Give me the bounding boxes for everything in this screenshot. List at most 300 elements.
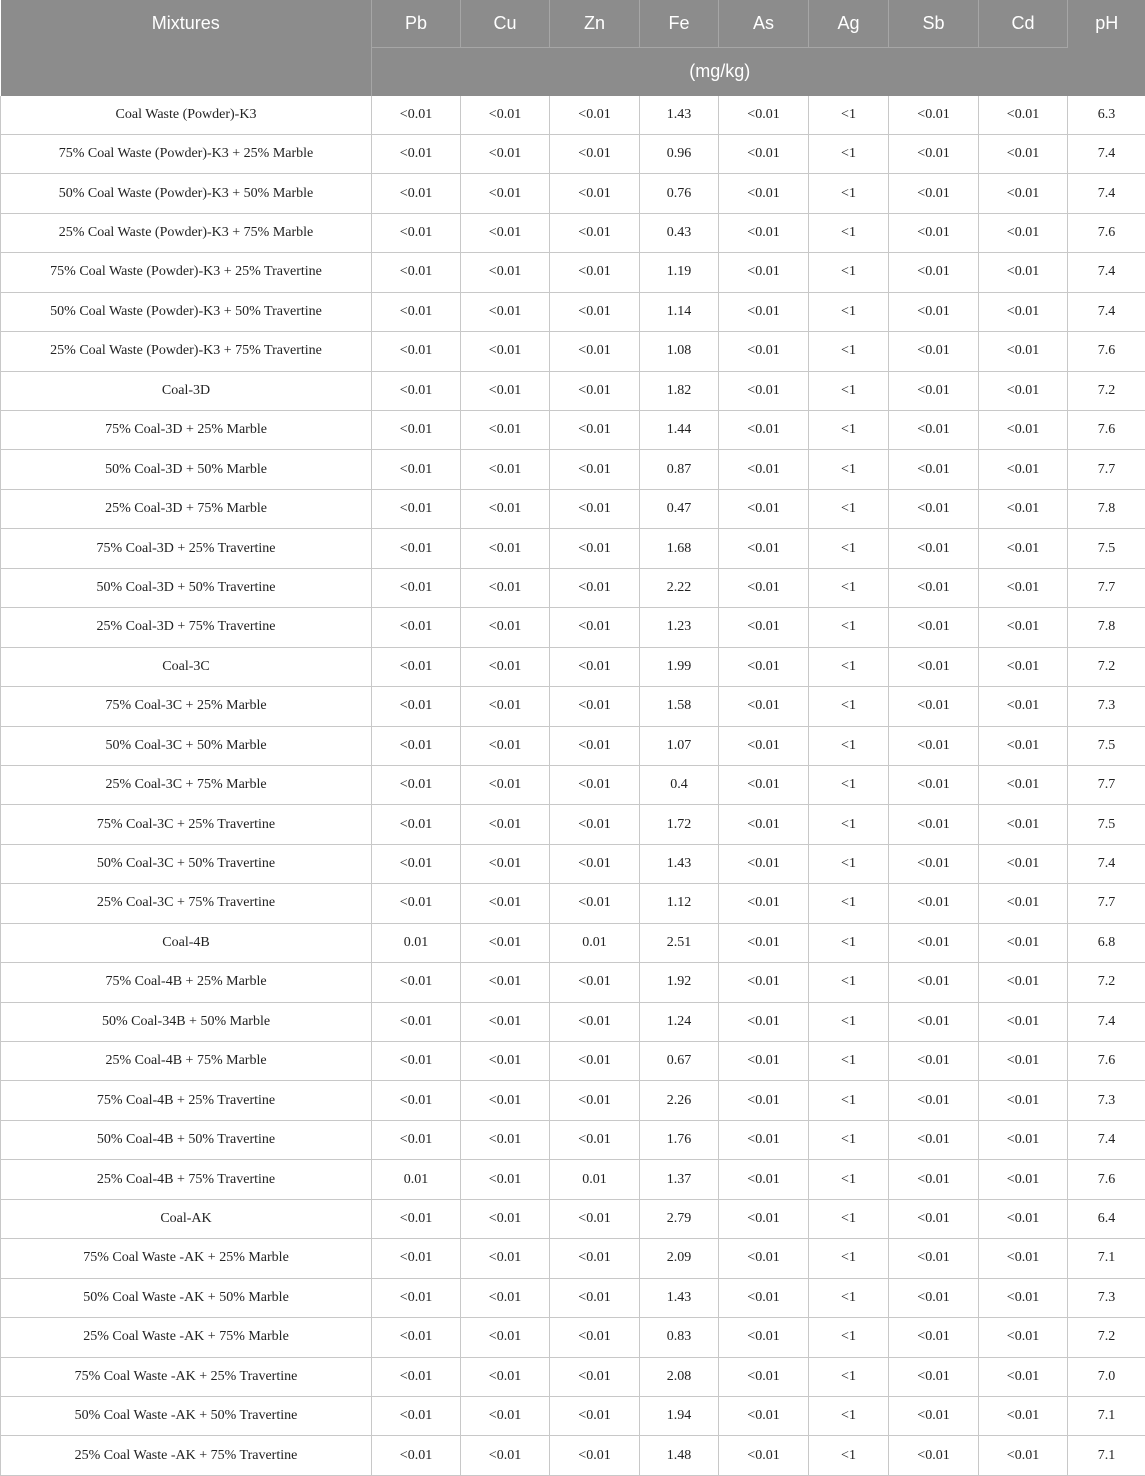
table-row bbox=[1, 1357, 1145, 1396]
cell-ph: 7.4 bbox=[1068, 253, 1145, 292]
cell-as: <0.01 bbox=[719, 805, 809, 844]
cell-as: <0.01 bbox=[719, 292, 809, 331]
cell-pb: <0.01 bbox=[372, 568, 461, 607]
cell-as: <0.01 bbox=[719, 923, 809, 962]
cell-ag: <1 bbox=[809, 1357, 889, 1396]
cell-fe: 2.26 bbox=[640, 1081, 719, 1120]
cell-mixture: 50% Coal Waste -AK + 50% Travertine bbox=[1, 1396, 372, 1435]
cell-mixture: 75% Coal Waste -AK + 25% Marble bbox=[1, 1239, 372, 1278]
cell-sb: <0.01 bbox=[889, 1120, 979, 1159]
cell-pb: <0.01 bbox=[372, 805, 461, 844]
cell-mixture: 75% Coal-3D + 25% Travertine bbox=[1, 529, 372, 568]
cell-mixture: 25% Coal-4B + 75% Marble bbox=[1, 1042, 372, 1081]
cell-fe: 0.47 bbox=[640, 489, 719, 528]
cell-cu: <0.01 bbox=[461, 726, 550, 765]
cell-cu: <0.01 bbox=[461, 1199, 550, 1238]
cell-mixture: 50% Coal-4B + 50% Travertine bbox=[1, 1120, 372, 1159]
cell-ag: <1 bbox=[809, 1160, 889, 1199]
header-sb: Sb bbox=[889, 0, 979, 47]
cell-cd: <0.01 bbox=[979, 805, 1068, 844]
cell-as: <0.01 bbox=[719, 253, 809, 292]
cell-sb: <0.01 bbox=[889, 253, 979, 292]
table-row bbox=[1, 1239, 1145, 1278]
cell-mixture: 75% Coal Waste (Powder)-K3 + 25% Marble bbox=[1, 134, 372, 173]
cell-as: <0.01 bbox=[719, 96, 809, 135]
cell-ag: <1 bbox=[809, 765, 889, 804]
cell-cd: <0.01 bbox=[979, 884, 1068, 923]
cell-fe: 1.44 bbox=[640, 411, 719, 450]
cell-cd: <0.01 bbox=[979, 1357, 1068, 1396]
cell-sb: <0.01 bbox=[889, 923, 979, 962]
cell-ph: 7.7 bbox=[1068, 765, 1145, 804]
cell-cd: <0.01 bbox=[979, 1239, 1068, 1278]
cell-zn: <0.01 bbox=[550, 1002, 640, 1041]
cell-pb: <0.01 bbox=[372, 134, 461, 173]
cell-ph: 6.3 bbox=[1068, 96, 1145, 135]
table-row bbox=[1, 134, 1145, 173]
cell-ph: 7.2 bbox=[1068, 1318, 1145, 1357]
cell-ag: <1 bbox=[809, 96, 889, 135]
cell-ag: <1 bbox=[809, 489, 889, 528]
cell-sb: <0.01 bbox=[889, 134, 979, 173]
table-row bbox=[1, 450, 1145, 489]
cell-sb: <0.01 bbox=[889, 213, 979, 252]
cell-mixture: Coal-3C bbox=[1, 647, 372, 686]
cell-sb: <0.01 bbox=[889, 1278, 979, 1317]
cell-fe: 1.72 bbox=[640, 805, 719, 844]
cell-pb: <0.01 bbox=[372, 726, 461, 765]
cell-ph: 7.1 bbox=[1068, 1436, 1145, 1475]
table-row bbox=[1, 1042, 1145, 1081]
cell-mixture: 25% Coal Waste (Powder)-K3 + 75% Marble bbox=[1, 213, 372, 252]
cell-cd: <0.01 bbox=[979, 134, 1068, 173]
cell-mixture: Coal Waste (Powder)-K3 bbox=[1, 96, 372, 135]
table-row bbox=[1, 1199, 1145, 1238]
cell-cu: <0.01 bbox=[461, 371, 550, 410]
cell-fe: 1.14 bbox=[640, 292, 719, 331]
cell-sb: <0.01 bbox=[889, 411, 979, 450]
cell-cu: <0.01 bbox=[461, 608, 550, 647]
cell-fe: 1.68 bbox=[640, 529, 719, 568]
cell-cu: <0.01 bbox=[461, 805, 550, 844]
cell-ag: <1 bbox=[809, 1396, 889, 1435]
cell-cd: <0.01 bbox=[979, 1081, 1068, 1120]
cell-ag: <1 bbox=[809, 1081, 889, 1120]
cell-sb: <0.01 bbox=[889, 1318, 979, 1357]
header-fe: Fe bbox=[640, 0, 719, 47]
cell-sb: <0.01 bbox=[889, 687, 979, 726]
cell-mixture: 50% Coal Waste (Powder)-K3 + 50% Marble bbox=[1, 174, 372, 213]
cell-ph: 7.6 bbox=[1068, 213, 1145, 252]
cell-zn: <0.01 bbox=[550, 371, 640, 410]
cell-cu: <0.01 bbox=[461, 1318, 550, 1357]
cell-cd: <0.01 bbox=[979, 608, 1068, 647]
cell-fe: 2.09 bbox=[640, 1239, 719, 1278]
cell-mixture: 75% Coal-4B + 25% Marble bbox=[1, 963, 372, 1002]
table-row bbox=[1, 1436, 1145, 1475]
cell-ag: <1 bbox=[809, 1002, 889, 1041]
cell-sb: <0.01 bbox=[889, 292, 979, 331]
cell-ph: 7.2 bbox=[1068, 963, 1145, 1002]
cell-cu: <0.01 bbox=[461, 647, 550, 686]
cell-cu: <0.01 bbox=[461, 174, 550, 213]
cell-as: <0.01 bbox=[719, 1081, 809, 1120]
cell-cd: <0.01 bbox=[979, 450, 1068, 489]
cell-ag: <1 bbox=[809, 174, 889, 213]
cell-ph: 7.7 bbox=[1068, 450, 1145, 489]
cell-sb: <0.01 bbox=[889, 1042, 979, 1081]
cell-zn: <0.01 bbox=[550, 963, 640, 1002]
cell-pb: <0.01 bbox=[372, 450, 461, 489]
cell-ag: <1 bbox=[809, 568, 889, 607]
cell-fe: 1.48 bbox=[640, 1436, 719, 1475]
cell-cd: <0.01 bbox=[979, 1042, 1068, 1081]
cell-mixture: 50% Coal-34B + 50% Marble bbox=[1, 1002, 372, 1041]
cell-ph: 7.4 bbox=[1068, 1002, 1145, 1041]
cell-ag: <1 bbox=[809, 292, 889, 331]
cell-fe: 1.99 bbox=[640, 647, 719, 686]
cell-cd: <0.01 bbox=[979, 568, 1068, 607]
cell-sb: <0.01 bbox=[889, 174, 979, 213]
table-row bbox=[1, 1081, 1145, 1120]
cell-fe: 2.79 bbox=[640, 1199, 719, 1238]
cell-zn: <0.01 bbox=[550, 253, 640, 292]
header-unit: (mg/kg) bbox=[372, 47, 1068, 96]
cell-pb: <0.01 bbox=[372, 1318, 461, 1357]
cell-mixture: 25% Coal-4B + 75% Travertine bbox=[1, 1160, 372, 1199]
cell-zn: <0.01 bbox=[550, 805, 640, 844]
cell-ag: <1 bbox=[809, 1239, 889, 1278]
cell-as: <0.01 bbox=[719, 647, 809, 686]
cell-fe: 2.08 bbox=[640, 1357, 719, 1396]
cell-ag: <1 bbox=[809, 687, 889, 726]
cell-sb: <0.01 bbox=[889, 1357, 979, 1396]
table-row bbox=[1, 884, 1145, 923]
cell-fe: 1.94 bbox=[640, 1396, 719, 1435]
cell-cu: <0.01 bbox=[461, 292, 550, 331]
cell-ph: 7.7 bbox=[1068, 568, 1145, 607]
cell-ag: <1 bbox=[809, 1318, 889, 1357]
cell-cd: <0.01 bbox=[979, 371, 1068, 410]
cell-mixture: 75% Coal-4B + 25% Travertine bbox=[1, 1081, 372, 1120]
cell-mixture: 25% Coal Waste -AK + 75% Travertine bbox=[1, 1436, 372, 1475]
cell-fe: 1.23 bbox=[640, 608, 719, 647]
cell-mixture: 25% Coal Waste -AK + 75% Marble bbox=[1, 1318, 372, 1357]
cell-cd: <0.01 bbox=[979, 174, 1068, 213]
cell-zn: <0.01 bbox=[550, 726, 640, 765]
table-row bbox=[1, 174, 1145, 213]
table-row bbox=[1, 765, 1145, 804]
cell-mixture: Coal-3D bbox=[1, 371, 372, 410]
cell-pb: <0.01 bbox=[372, 371, 461, 410]
cell-cu: <0.01 bbox=[461, 765, 550, 804]
cell-cd: <0.01 bbox=[979, 923, 1068, 962]
cell-ag: <1 bbox=[809, 450, 889, 489]
cell-zn: <0.01 bbox=[550, 647, 640, 686]
cell-as: <0.01 bbox=[719, 687, 809, 726]
cell-cu: <0.01 bbox=[461, 332, 550, 371]
cell-as: <0.01 bbox=[719, 1396, 809, 1435]
table-row bbox=[1, 1002, 1145, 1041]
cell-mixture: 25% Coal Waste (Powder)-K3 + 75% Travertine bbox=[1, 332, 372, 371]
cell-mixture: 25% Coal-3C + 75% Travertine bbox=[1, 884, 372, 923]
cell-ag: <1 bbox=[809, 411, 889, 450]
cell-cu: <0.01 bbox=[461, 213, 550, 252]
cell-zn: <0.01 bbox=[550, 1239, 640, 1278]
cell-cu: <0.01 bbox=[461, 450, 550, 489]
cell-mixture: 75% Coal Waste -AK + 25% Travertine bbox=[1, 1357, 372, 1396]
cell-cu: <0.01 bbox=[461, 1002, 550, 1041]
cell-sb: <0.01 bbox=[889, 1396, 979, 1435]
cell-fe: 1.19 bbox=[640, 253, 719, 292]
cell-pb: <0.01 bbox=[372, 765, 461, 804]
cell-cu: <0.01 bbox=[461, 1436, 550, 1475]
cell-ph: 7.4 bbox=[1068, 174, 1145, 213]
cell-pb: <0.01 bbox=[372, 292, 461, 331]
cell-as: <0.01 bbox=[719, 1357, 809, 1396]
cell-cu: <0.01 bbox=[461, 568, 550, 607]
cell-fe: 0.4 bbox=[640, 765, 719, 804]
header-cd: Cd bbox=[979, 0, 1068, 47]
cell-zn: <0.01 bbox=[550, 1278, 640, 1317]
cell-sb: <0.01 bbox=[889, 450, 979, 489]
cell-ph: 6.8 bbox=[1068, 923, 1145, 962]
cell-pb: <0.01 bbox=[372, 1357, 461, 1396]
cell-fe: 2.51 bbox=[640, 923, 719, 962]
table-row bbox=[1, 568, 1145, 607]
cell-zn: <0.01 bbox=[550, 174, 640, 213]
cell-cd: <0.01 bbox=[979, 1396, 1068, 1435]
cell-zn: <0.01 bbox=[550, 1120, 640, 1159]
cell-fe: 1.92 bbox=[640, 963, 719, 1002]
cell-cu: <0.01 bbox=[461, 923, 550, 962]
cell-ph: 7.1 bbox=[1068, 1239, 1145, 1278]
cell-zn: <0.01 bbox=[550, 884, 640, 923]
cell-ag: <1 bbox=[809, 923, 889, 962]
cell-fe: 1.82 bbox=[640, 371, 719, 410]
cell-ag: <1 bbox=[809, 1278, 889, 1317]
cell-ph: 7.0 bbox=[1068, 1357, 1145, 1396]
cell-ph: 7.3 bbox=[1068, 1278, 1145, 1317]
cell-ph: 7.7 bbox=[1068, 884, 1145, 923]
table-row bbox=[1, 687, 1145, 726]
header-cu: Cu bbox=[461, 0, 550, 47]
cell-zn: <0.01 bbox=[550, 96, 640, 135]
table-row bbox=[1, 1120, 1145, 1159]
cell-ag: <1 bbox=[809, 844, 889, 883]
cell-cu: <0.01 bbox=[461, 411, 550, 450]
cell-cu: <0.01 bbox=[461, 1357, 550, 1396]
cell-pb: <0.01 bbox=[372, 1081, 461, 1120]
cell-as: <0.01 bbox=[719, 174, 809, 213]
cell-ag: <1 bbox=[809, 805, 889, 844]
table-row bbox=[1, 608, 1145, 647]
table-row bbox=[1, 253, 1145, 292]
cell-as: <0.01 bbox=[719, 844, 809, 883]
cell-ag: <1 bbox=[809, 1199, 889, 1238]
cell-cd: <0.01 bbox=[979, 1318, 1068, 1357]
cell-ph: 7.6 bbox=[1068, 411, 1145, 450]
cell-cu: <0.01 bbox=[461, 884, 550, 923]
cell-cu: <0.01 bbox=[461, 1120, 550, 1159]
cell-ag: <1 bbox=[809, 1436, 889, 1475]
cell-ph: 6.4 bbox=[1068, 1199, 1145, 1238]
cell-sb: <0.01 bbox=[889, 332, 979, 371]
header-zn: Zn bbox=[550, 0, 640, 47]
cell-pb: <0.01 bbox=[372, 174, 461, 213]
cell-pb: <0.01 bbox=[372, 1436, 461, 1475]
cell-cu: <0.01 bbox=[461, 1239, 550, 1278]
table-row bbox=[1, 292, 1145, 331]
cell-ph: 7.3 bbox=[1068, 687, 1145, 726]
cell-ag: <1 bbox=[809, 884, 889, 923]
cell-zn: <0.01 bbox=[550, 292, 640, 331]
cell-pb: <0.01 bbox=[372, 529, 461, 568]
cell-ph: 7.5 bbox=[1068, 805, 1145, 844]
table-row bbox=[1, 1318, 1145, 1357]
cell-zn: <0.01 bbox=[550, 1042, 640, 1081]
cell-sb: <0.01 bbox=[889, 371, 979, 410]
cell-cu: <0.01 bbox=[461, 1396, 550, 1435]
cell-ph: 7.3 bbox=[1068, 1081, 1145, 1120]
cell-pb: <0.01 bbox=[372, 608, 461, 647]
cell-ag: <1 bbox=[809, 253, 889, 292]
cell-sb: <0.01 bbox=[889, 489, 979, 528]
cell-ag: <1 bbox=[809, 1120, 889, 1159]
cell-cd: <0.01 bbox=[979, 292, 1068, 331]
cell-cu: <0.01 bbox=[461, 134, 550, 173]
cell-zn: <0.01 bbox=[550, 1081, 640, 1120]
table-row bbox=[1, 1396, 1145, 1435]
cell-zn: <0.01 bbox=[550, 489, 640, 528]
table-row bbox=[1, 963, 1145, 1002]
cell-ph: 7.6 bbox=[1068, 1042, 1145, 1081]
cell-as: <0.01 bbox=[719, 1278, 809, 1317]
cell-ag: <1 bbox=[809, 608, 889, 647]
cell-fe: 1.07 bbox=[640, 726, 719, 765]
cell-as: <0.01 bbox=[719, 765, 809, 804]
cell-zn: <0.01 bbox=[550, 765, 640, 804]
cell-as: <0.01 bbox=[719, 213, 809, 252]
cell-as: <0.01 bbox=[719, 332, 809, 371]
cell-ag: <1 bbox=[809, 213, 889, 252]
cell-pb: <0.01 bbox=[372, 687, 461, 726]
cell-as: <0.01 bbox=[719, 608, 809, 647]
cell-sb: <0.01 bbox=[889, 647, 979, 686]
cell-zn: <0.01 bbox=[550, 1357, 640, 1396]
cell-as: <0.01 bbox=[719, 450, 809, 489]
cell-ag: <1 bbox=[809, 726, 889, 765]
cell-mixture: 75% Coal-3C + 25% Marble bbox=[1, 687, 372, 726]
cell-cu: <0.01 bbox=[461, 1278, 550, 1317]
cell-cd: <0.01 bbox=[979, 647, 1068, 686]
cell-cd: <0.01 bbox=[979, 844, 1068, 883]
cell-mixture: 50% Coal-3C + 50% Marble bbox=[1, 726, 372, 765]
cell-ag: <1 bbox=[809, 647, 889, 686]
cell-cd: <0.01 bbox=[979, 332, 1068, 371]
cell-pb: <0.01 bbox=[372, 1239, 461, 1278]
cell-pb: <0.01 bbox=[372, 1278, 461, 1317]
cell-pb: <0.01 bbox=[372, 253, 461, 292]
cell-zn: <0.01 bbox=[550, 450, 640, 489]
cell-pb: <0.01 bbox=[372, 96, 461, 135]
cell-zn: <0.01 bbox=[550, 608, 640, 647]
table-row bbox=[1, 371, 1145, 410]
cell-fe: 0.87 bbox=[640, 450, 719, 489]
cell-fe: 1.12 bbox=[640, 884, 719, 923]
cell-pb: <0.01 bbox=[372, 1002, 461, 1041]
cell-pb: <0.01 bbox=[372, 411, 461, 450]
cell-mixture: 25% Coal-3D + 75% Marble bbox=[1, 489, 372, 528]
cell-as: <0.01 bbox=[719, 134, 809, 173]
cell-mixture: 50% Coal Waste -AK + 50% Marble bbox=[1, 1278, 372, 1317]
cell-sb: <0.01 bbox=[889, 805, 979, 844]
cell-cu: <0.01 bbox=[461, 489, 550, 528]
cell-zn: <0.01 bbox=[550, 411, 640, 450]
cell-cd: <0.01 bbox=[979, 726, 1068, 765]
cell-as: <0.01 bbox=[719, 726, 809, 765]
table-row bbox=[1, 213, 1145, 252]
cell-ph: 7.4 bbox=[1068, 134, 1145, 173]
cell-as: <0.01 bbox=[719, 411, 809, 450]
cell-fe: 1.58 bbox=[640, 687, 719, 726]
cell-zn: <0.01 bbox=[550, 844, 640, 883]
header-ph: pH bbox=[1068, 0, 1145, 96]
cell-cd: <0.01 bbox=[979, 687, 1068, 726]
table-row bbox=[1, 411, 1145, 450]
cell-zn: <0.01 bbox=[550, 568, 640, 607]
cell-zn: 0.01 bbox=[550, 923, 640, 962]
cell-pb: 0.01 bbox=[372, 923, 461, 962]
cell-cu: <0.01 bbox=[461, 253, 550, 292]
cell-cd: <0.01 bbox=[979, 1436, 1068, 1475]
cell-pb: <0.01 bbox=[372, 884, 461, 923]
cell-ph: 7.4 bbox=[1068, 844, 1145, 883]
cell-mixture: 50% Coal-3D + 50% Travertine bbox=[1, 568, 372, 607]
cell-zn: <0.01 bbox=[550, 213, 640, 252]
cell-mixture: 75% Coal-3C + 25% Travertine bbox=[1, 805, 372, 844]
header-pb: Pb bbox=[372, 0, 461, 47]
cell-ag: <1 bbox=[809, 963, 889, 1002]
cell-as: <0.01 bbox=[719, 1042, 809, 1081]
cell-zn: <0.01 bbox=[550, 1396, 640, 1435]
cell-fe: 1.43 bbox=[640, 96, 719, 135]
table-row bbox=[1, 332, 1145, 371]
cell-ph: 7.5 bbox=[1068, 726, 1145, 765]
cell-as: <0.01 bbox=[719, 1160, 809, 1199]
table-row bbox=[1, 844, 1145, 883]
cell-sb: <0.01 bbox=[889, 529, 979, 568]
cell-ph: 7.4 bbox=[1068, 292, 1145, 331]
cell-cd: <0.01 bbox=[979, 96, 1068, 135]
table-row bbox=[1, 647, 1145, 686]
cell-cd: <0.01 bbox=[979, 411, 1068, 450]
cell-cu: <0.01 bbox=[461, 1081, 550, 1120]
cell-cu: <0.01 bbox=[461, 1160, 550, 1199]
cell-as: <0.01 bbox=[719, 1239, 809, 1278]
cell-cu: <0.01 bbox=[461, 1042, 550, 1081]
cell-fe: 0.76 bbox=[640, 174, 719, 213]
cell-cu: <0.01 bbox=[461, 844, 550, 883]
cell-sb: <0.01 bbox=[889, 844, 979, 883]
cell-cu: <0.01 bbox=[461, 687, 550, 726]
cell-pb: <0.01 bbox=[372, 1120, 461, 1159]
cell-sb: <0.01 bbox=[889, 1002, 979, 1041]
table-body bbox=[1, 96, 1145, 1476]
cell-ag: <1 bbox=[809, 332, 889, 371]
cell-as: <0.01 bbox=[719, 489, 809, 528]
cell-as: <0.01 bbox=[719, 1002, 809, 1041]
